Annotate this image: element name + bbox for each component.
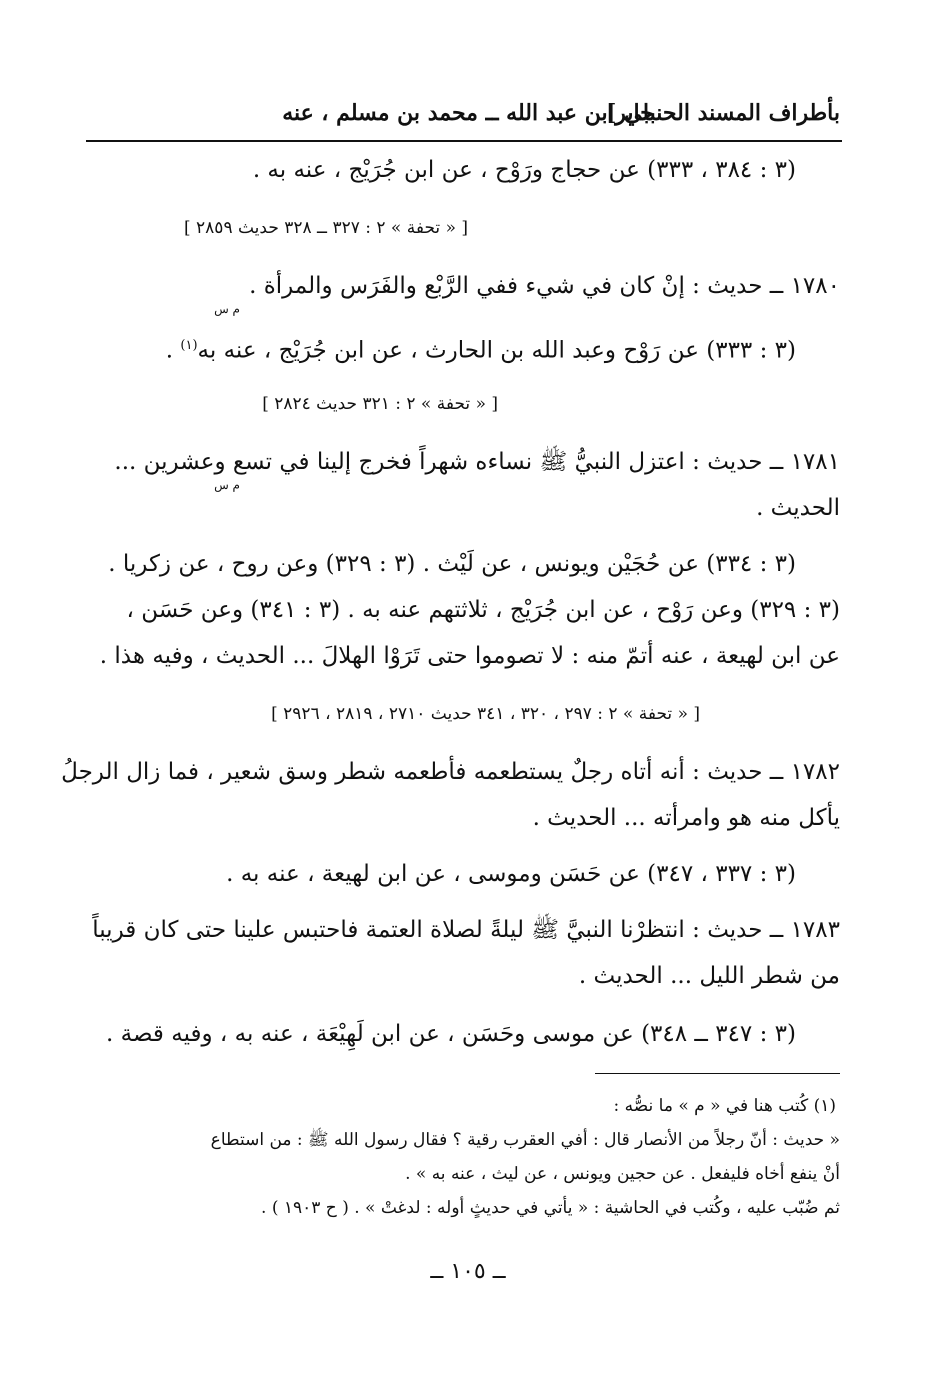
page-number: ــ ١٠٥ ــ [430, 1259, 506, 1284]
hadith-1780: ١٧٨٠ ــ حديث : إنْ كان في شيء ففي الرَّبْع والفَرَس والمرأة . [249, 273, 840, 299]
text-line: عن ابن لهيعة ، عنه أتمّ منه : لا تصوموا حتى تَرَوْا الهلالَ ... الحديث ، وفيه هذا . [99, 643, 840, 669]
hadith-1782: ١٧٨٢ ــ حديث : أنه أتاه رجلٌ يستطعمه فأطعمه شطر وسق شعير ، فما زال الرجلُ [61, 759, 840, 785]
footnote-line: « حديث : أنّ رجلاً من الأنصار قال : أفي العقرب رقية ؟ فقال رسول الله ﷺ : من استطاع [210, 1130, 840, 1150]
text-line: (٣ : ٣٣٧ ، ٣٤٧) عن حَسَن وموسى ، عن ابن لهيعة ، عنه به . [226, 861, 796, 887]
source-marker: م س [214, 478, 240, 492]
hadith-1783: ١٧٨٣ ــ حديث : انتظرْنا النبيَّ ﷺ ليلةً لصلاة العتمة فاحتبس علينا حتى كان قريباً [92, 917, 840, 943]
text-line: (٣ : ٣٤٧ ــ ٣٤٨) عن موسى وحَسَن ، عن ابن لَهِيْعَة ، عنه به ، وفيه قصة . [106, 1021, 796, 1047]
running-header-book-title: بأطراف المسند الحنبلي ] [605, 100, 840, 126]
text-line: (٣ : ٣٢٩) وعن رَوْح ، عن ابن جُرَيْج ، ثلاثتهم عنه به . (٣ : ٣٤١) وعن حَسَن ، [126, 597, 840, 623]
text-line: (٣ : ٣٨٤ ، ٣٣٣) عن حجاج ورَوْح ، عن ابن جُرَيْج ، عنه به . [252, 157, 796, 183]
text-line: (٣ : ٣٣٤) عن حُجَيْن ويونس ، عن لَيْث . (٣ : ٣٢٩) وعن روح ، عن زكريا . [108, 551, 796, 577]
source-marker: م س [214, 302, 240, 316]
tuhfa-reference: [ « تحفة » ٢ : ٣٢٧ ــ ٣٢٨ حديث ٢٨٥٩ ] [184, 218, 468, 238]
header-rule [86, 140, 842, 142]
running-header-chapter: جابر بن عبد الله ــ محمد بن مسلم ، عنه [282, 100, 654, 126]
text-line: من شطر الليل ... الحديث . [578, 963, 840, 989]
text-line-content: (٣ : ٣٣٣) عن رَوْح وعبد الله بن الحارث ، عن ابن جُرَيْج ، عنه به [197, 337, 796, 364]
footnote-line: ثم ضُبّب عليه ، وكُتب في الحاشية : « يأتي في حديثٍ أوله : لدغتْ » . ( ح ١٩٠٣ ) . [261, 1198, 840, 1218]
text-line: يأكل منه هو وامرأته ... الحديث . [532, 805, 840, 831]
footnote-line: أنْ ينفع أخاه فليفعل . عن حجين ويونس ، عن ليث ، عنه به » . [405, 1164, 840, 1184]
hadith-1781: ١٧٨١ ــ حديث : اعتزل النبيُّ ﷺ نساءه شهراً فخرج إلينا في تسع وعشرين ... [114, 449, 840, 475]
text-line: (٣ : ٣٣٣) عن رَوْح وعبد الله بن الحارث ، عن ابن جُرَيْج ، عنه به$^{(١)}$ . [165, 337, 796, 364]
tuhfa-reference: [ « تحفة » ٢ : ٣٢١ حديث ٢٨٢٤ ] [262, 394, 498, 414]
tuhfa-reference: [ « تحفة » ٢ : ٢٩٧ ، ٣٢٠ ، ٣٤١ حديث ٢٧١٠ ، ٢٨١٩ ، ٢٩٢٦ ] [271, 704, 700, 724]
footnote-line: (١) كُتب هنا في « م » ما نصُّه : [613, 1096, 836, 1116]
footnote-ref: (١) [180, 338, 198, 353]
footnote-rule [595, 1073, 840, 1074]
text-line: الحديث . [756, 495, 840, 521]
